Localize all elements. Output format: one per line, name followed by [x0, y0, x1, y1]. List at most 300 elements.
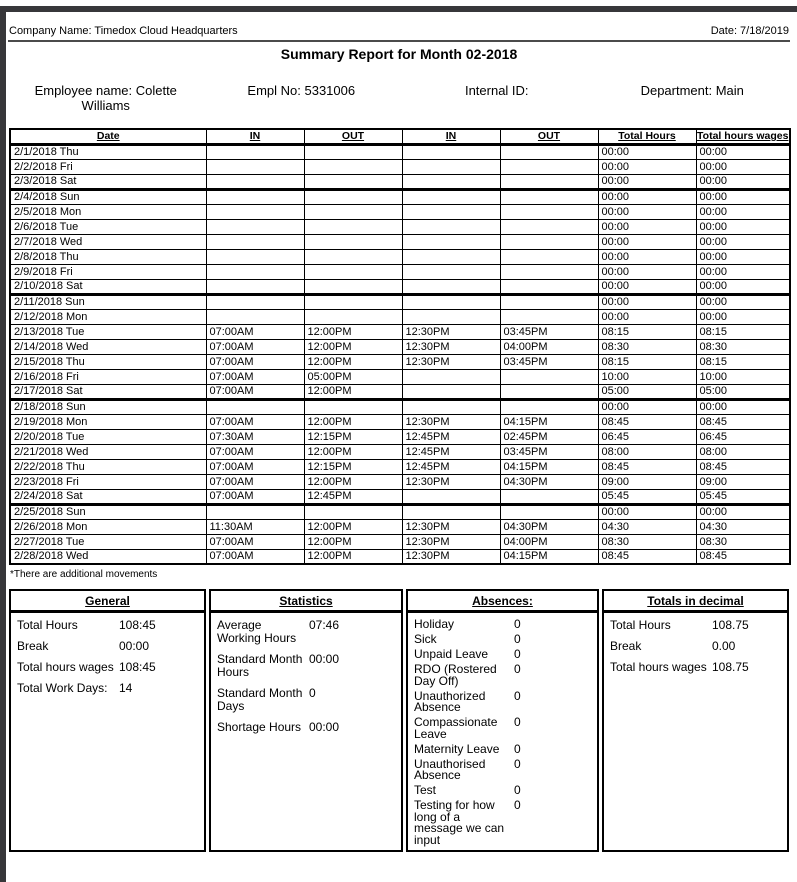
- panel-absences: [406, 589, 599, 852]
- date-cell: 2/4/2018 Sun: [10, 189, 206, 204]
- panel-row-value: 0: [514, 688, 521, 703]
- panel-row-label: Unpaid Leave: [414, 647, 489, 661]
- panel-row-value: 0: [514, 756, 521, 771]
- time-cell: 09:00: [696, 474, 790, 489]
- viewer-frame-top: [0, 6, 797, 12]
- panel-row-value: 0: [514, 617, 521, 631]
- time-cell: 12:30PM: [402, 414, 500, 429]
- time-cell: 12:30PM: [402, 324, 500, 339]
- time-cell: 12:30PM: [402, 474, 500, 489]
- table-row: [10, 489, 790, 504]
- time-cell: 08:45: [598, 414, 696, 429]
- panel-row-label: Test: [414, 783, 437, 797]
- time-cell: [206, 219, 304, 234]
- time-cell: [402, 504, 500, 519]
- time-cell: [500, 249, 598, 264]
- time-cell: 07:00AM: [206, 444, 304, 459]
- time-cell: [304, 264, 402, 279]
- panel-row: [414, 800, 594, 846]
- time-cell: 00:00: [598, 399, 696, 414]
- panel-row: [610, 619, 784, 632]
- time-cell: 08:30: [696, 534, 790, 549]
- date-cell: 2/12/2018 Mon: [10, 309, 206, 324]
- time-cell: 12:00PM: [304, 414, 402, 429]
- employee-name-label: Employee name: Colette Williams: [34, 83, 177, 113]
- employee-name-cell: [8, 83, 204, 113]
- time-cell: 05:00: [598, 384, 696, 399]
- time-cell: 03:45PM: [500, 324, 598, 339]
- table-row: [10, 399, 790, 414]
- panel-row: [414, 649, 594, 661]
- time-cell: [500, 204, 598, 219]
- panel-row: [17, 640, 201, 653]
- time-cell: 00:00: [598, 234, 696, 249]
- table-row: [10, 339, 790, 354]
- time-cell: [206, 204, 304, 219]
- time-cell: [500, 174, 598, 189]
- date-cell: 2/25/2018 Sun: [10, 504, 206, 519]
- time-cell: [500, 294, 598, 309]
- table-row: [10, 294, 790, 309]
- timesheet-body: [10, 144, 790, 564]
- time-cell: 12:30PM: [402, 549, 500, 564]
- table-footnote: *There are additional movements: [10, 569, 158, 580]
- report-date-label: Date: 7/18/2019: [710, 25, 789, 37]
- time-cell: 00:00: [696, 219, 790, 234]
- table-row: [10, 309, 790, 324]
- panel-row-value: 00:00: [309, 652, 340, 666]
- time-cell: [402, 189, 500, 204]
- report-page: [6, 6, 797, 852]
- time-cell: 08:45: [598, 549, 696, 564]
- date-cell: 2/21/2018 Wed: [10, 444, 206, 459]
- time-cell: 12:45PM: [304, 489, 402, 504]
- time-cell: 12:15PM: [304, 429, 402, 444]
- panel-row-value: 07:46: [309, 618, 340, 632]
- panel-row-label: Sick: [414, 632, 437, 646]
- panel-row: [414, 741, 594, 756]
- panel-row-value: 0: [514, 662, 521, 676]
- panel-totals-decimal: [602, 589, 789, 852]
- time-cell: [500, 384, 598, 399]
- panel-row-label: Break: [17, 639, 49, 653]
- panel-row-label: Total hours wages: [17, 660, 114, 674]
- time-cell: 12:00PM: [304, 534, 402, 549]
- panel-row-label: Maternity Leave: [414, 741, 500, 756]
- column-header-0: Date: [10, 129, 206, 144]
- time-cell: 00:00: [598, 174, 696, 189]
- time-cell: 05:45: [598, 489, 696, 504]
- time-cell: [304, 144, 402, 159]
- time-cell: [206, 159, 304, 174]
- panel-row: [414, 619, 594, 631]
- time-cell: 08:45: [598, 459, 696, 474]
- panel-row-value: 108.75: [712, 660, 749, 674]
- date-cell: 2/10/2018 Sat: [10, 279, 206, 294]
- panel-row-label: Total Work Days:: [17, 681, 108, 695]
- panel-body: [604, 613, 787, 674]
- date-cell: 2/19/2018 Mon: [10, 414, 206, 429]
- time-cell: 08:00: [598, 444, 696, 459]
- time-cell: 12:00PM: [304, 519, 402, 534]
- time-cell: 11:30AM: [206, 519, 304, 534]
- time-cell: 12:45PM: [402, 459, 500, 474]
- panel-row-value: 00:00: [119, 639, 150, 653]
- date-cell: 2/23/2018 Fri: [10, 474, 206, 489]
- time-cell: 12:30PM: [402, 534, 500, 549]
- time-cell: [500, 504, 598, 519]
- panel-row-value: 0: [514, 632, 521, 646]
- time-cell: [500, 264, 598, 279]
- time-cell: 05:45: [696, 489, 790, 504]
- employee-number-label: Empl No: 5331006: [247, 83, 356, 98]
- table-row: [10, 279, 790, 294]
- summary-panels: [9, 589, 789, 852]
- time-cell: 00:00: [696, 264, 790, 279]
- time-cell: [206, 189, 304, 204]
- time-cell: 00:00: [696, 294, 790, 309]
- time-cell: [304, 399, 402, 414]
- time-cell: 00:00: [598, 204, 696, 219]
- time-cell: 12:00PM: [304, 474, 402, 489]
- time-cell: 00:00: [598, 504, 696, 519]
- time-cell: 00:00: [598, 279, 696, 294]
- time-cell: 00:00: [598, 144, 696, 159]
- panel-title-statistics: Statistics: [211, 591, 401, 613]
- table-row: [10, 174, 790, 189]
- date-cell: 2/20/2018 Tue: [10, 429, 206, 444]
- table-row: [10, 189, 790, 204]
- table-row: [10, 234, 790, 249]
- time-cell: [500, 279, 598, 294]
- date-cell: 2/27/2018 Tue: [10, 534, 206, 549]
- time-cell: 10:00: [696, 369, 790, 384]
- time-cell: 10:00: [598, 369, 696, 384]
- table-row: [10, 459, 790, 474]
- time-cell: 07:00AM: [206, 474, 304, 489]
- time-cell: [206, 309, 304, 324]
- panel-row-value: 0: [514, 741, 521, 756]
- time-cell: [304, 189, 402, 204]
- time-cell: 12:00PM: [304, 444, 402, 459]
- panel-row-value: 0.00: [712, 639, 736, 653]
- time-cell: 00:00: [696, 249, 790, 264]
- date-cell: 2/7/2018 Wed: [10, 234, 206, 249]
- time-cell: [500, 399, 598, 414]
- time-cell: 00:00: [696, 144, 790, 159]
- time-cell: 09:00: [598, 474, 696, 489]
- employee-number-cell: [204, 83, 400, 113]
- panel-row-label: Total Hours: [610, 618, 671, 632]
- time-cell: 02:45PM: [500, 429, 598, 444]
- time-cell: [500, 369, 598, 384]
- time-cell: 00:00: [598, 309, 696, 324]
- column-header-1: IN: [206, 129, 304, 144]
- time-cell: 00:00: [696, 309, 790, 324]
- time-cell: [304, 234, 402, 249]
- time-cell: 07:00AM: [206, 324, 304, 339]
- panel-row-value: 108:45: [119, 660, 156, 674]
- time-cell: [304, 279, 402, 294]
- time-cell: [402, 234, 500, 249]
- department-label: Department: Main: [640, 83, 744, 98]
- panel-row: [17, 619, 201, 632]
- panel-row-label: Standard Month Hours: [217, 652, 303, 679]
- table-row: [10, 549, 790, 564]
- time-cell: 12:45PM: [402, 429, 500, 444]
- date-cell: 2/18/2018 Sun: [10, 399, 206, 414]
- time-cell: 07:00AM: [206, 489, 304, 504]
- time-cell: 05:00PM: [304, 369, 402, 384]
- department-cell: [595, 83, 791, 113]
- time-cell: [402, 279, 500, 294]
- time-cell: 03:45PM: [500, 444, 598, 459]
- time-cell: 12:00PM: [304, 354, 402, 369]
- time-cell: 08:30: [598, 339, 696, 354]
- time-cell: 00:00: [598, 159, 696, 174]
- table-row: [10, 159, 790, 174]
- date-cell: 2/26/2018 Mon: [10, 519, 206, 534]
- internal-id-label: Internal ID:: [464, 83, 529, 98]
- time-cell: [206, 279, 304, 294]
- time-cell: [402, 204, 500, 219]
- time-cell: 12:00PM: [304, 549, 402, 564]
- company-name-label: Company Name: Timedox Cloud Headquarters: [9, 25, 238, 37]
- table-row: [10, 534, 790, 549]
- date-cell: 2/15/2018 Thu: [10, 354, 206, 369]
- table-row: [10, 444, 790, 459]
- panel-row-value: 14: [119, 681, 133, 695]
- time-cell: 00:00: [696, 159, 790, 174]
- time-cell: [304, 174, 402, 189]
- table-row: [10, 504, 790, 519]
- date-cell: 2/22/2018 Thu: [10, 459, 206, 474]
- employee-info-row: [8, 83, 790, 113]
- date-cell: 2/17/2018 Sat: [10, 384, 206, 399]
- panel-row: [217, 721, 398, 734]
- time-cell: 12:00PM: [304, 339, 402, 354]
- panel-row: [414, 717, 594, 740]
- panel-row: [414, 785, 594, 797]
- panel-row-label: Total hours wages: [610, 660, 707, 674]
- panel-title-general: General: [11, 591, 204, 613]
- panel-row: [217, 653, 398, 679]
- time-cell: 03:45PM: [500, 354, 598, 369]
- panel-title-absences: Absences:: [408, 591, 597, 613]
- time-cell: 00:00: [598, 189, 696, 204]
- time-cell: 08:30: [598, 534, 696, 549]
- time-cell: 12:30PM: [402, 519, 500, 534]
- time-cell: 08:45: [696, 414, 790, 429]
- panel-row: [610, 661, 784, 674]
- time-cell: 12:00PM: [304, 324, 402, 339]
- viewer-frame-left: [0, 6, 6, 882]
- date-cell: 2/24/2018 Sat: [10, 489, 206, 504]
- time-cell: [402, 369, 500, 384]
- time-cell: 04:00PM: [500, 534, 598, 549]
- panel-row-value: 108:45: [119, 618, 156, 632]
- time-cell: [304, 219, 402, 234]
- column-header-4: OUT: [500, 129, 598, 144]
- table-row: [10, 144, 790, 159]
- time-cell: 12:30PM: [402, 339, 500, 354]
- table-row: [10, 519, 790, 534]
- time-cell: 00:00: [696, 279, 790, 294]
- column-header-2: OUT: [304, 129, 402, 144]
- time-cell: 00:00: [696, 189, 790, 204]
- time-cell: 08:45: [696, 549, 790, 564]
- time-cell: 00:00: [598, 264, 696, 279]
- table-row: [10, 264, 790, 279]
- time-cell: 07:00AM: [206, 384, 304, 399]
- panel-row: [414, 756, 594, 782]
- panel-row: [414, 688, 594, 714]
- internal-id-cell: [399, 83, 595, 113]
- time-cell: [500, 144, 598, 159]
- time-cell: 00:00: [696, 504, 790, 519]
- time-cell: 08:15: [598, 354, 696, 369]
- panel-row-label: RDO (Rostered Day Off): [414, 662, 497, 688]
- time-cell: [500, 489, 598, 504]
- time-cell: [402, 294, 500, 309]
- date-cell: 2/28/2018 Wed: [10, 549, 206, 564]
- panel-statistics: [209, 589, 403, 852]
- time-cell: [402, 174, 500, 189]
- time-cell: [402, 399, 500, 414]
- table-row: [10, 474, 790, 489]
- time-cell: 00:00: [696, 204, 790, 219]
- time-cell: 07:00AM: [206, 414, 304, 429]
- page-title: Summary Report for Month 02-2018: [280, 46, 518, 62]
- time-cell: [304, 309, 402, 324]
- time-cell: 07:00AM: [206, 459, 304, 474]
- panel-row-value: 0: [514, 715, 521, 729]
- panel-row-label: Standard Month Days: [217, 686, 303, 713]
- date-cell: 2/8/2018 Thu: [10, 249, 206, 264]
- time-cell: [304, 504, 402, 519]
- panel-row: [414, 634, 594, 646]
- table-header-row: [10, 129, 790, 144]
- date-cell: 2/2/2018 Fri: [10, 159, 206, 174]
- time-cell: 08:45: [696, 459, 790, 474]
- time-cell: 07:00AM: [206, 354, 304, 369]
- panel-row: [17, 661, 201, 674]
- time-cell: 12:45PM: [402, 444, 500, 459]
- panel-row-value: 108.75: [712, 618, 749, 632]
- time-cell: 00:00: [696, 174, 790, 189]
- panel-row-value: 0: [309, 686, 316, 700]
- time-cell: [206, 234, 304, 249]
- time-cell: [500, 234, 598, 249]
- panel-row: [217, 619, 398, 645]
- table-row: [10, 204, 790, 219]
- panel-row-value: 0: [514, 647, 521, 661]
- timesheet-table: [9, 128, 791, 565]
- panel-row: [414, 664, 594, 687]
- time-cell: 00:00: [696, 234, 790, 249]
- time-cell: [402, 159, 500, 174]
- panel-body: [408, 613, 597, 846]
- time-cell: 00:00: [598, 294, 696, 309]
- time-cell: [304, 204, 402, 219]
- time-cell: 07:00AM: [206, 339, 304, 354]
- panel-row-label: Compassionate Leave: [414, 715, 498, 741]
- time-cell: 00:00: [598, 249, 696, 264]
- time-cell: [206, 504, 304, 519]
- table-row: [10, 324, 790, 339]
- time-cell: 06:45: [696, 429, 790, 444]
- time-cell: 04:15PM: [500, 459, 598, 474]
- date-cell: 2/13/2018 Tue: [10, 324, 206, 339]
- time-cell: 06:45: [598, 429, 696, 444]
- time-cell: [206, 249, 304, 264]
- time-cell: [500, 219, 598, 234]
- time-cell: 05:00: [696, 384, 790, 399]
- table-row: [10, 219, 790, 234]
- time-cell: 08:30: [696, 339, 790, 354]
- panel-row-value: 0: [514, 783, 521, 797]
- time-cell: 12:30PM: [402, 354, 500, 369]
- table-row: [10, 414, 790, 429]
- time-cell: [304, 294, 402, 309]
- time-cell: [402, 144, 500, 159]
- time-cell: [206, 174, 304, 189]
- date-cell: 2/5/2018 Mon: [10, 204, 206, 219]
- panel-row-label: Holiday: [414, 617, 455, 631]
- time-cell: 08:15: [696, 354, 790, 369]
- column-header-6: Total hours wages: [697, 130, 789, 143]
- time-cell: [500, 309, 598, 324]
- panel-body: [211, 613, 401, 734]
- panel-row-label: Unauthorised Absence: [414, 756, 486, 782]
- panel-row-label: Unauthorized Absence: [414, 688, 486, 714]
- table-row: [10, 384, 790, 399]
- time-cell: [304, 159, 402, 174]
- time-cell: [206, 144, 304, 159]
- panel-row-label: Testing for how long of a message we can input: [414, 798, 505, 847]
- panel-row-value: 0: [514, 798, 521, 812]
- date-cell: 2/16/2018 Fri: [10, 369, 206, 384]
- time-cell: 07:00AM: [206, 369, 304, 384]
- time-cell: [402, 219, 500, 234]
- time-cell: 07:30AM: [206, 429, 304, 444]
- panel-row-label: Average Working Hours: [217, 618, 297, 645]
- column-header-3: IN: [402, 129, 500, 144]
- panel-row-label: Total Hours: [17, 618, 78, 632]
- time-cell: 04:15PM: [500, 549, 598, 564]
- table-row: [10, 354, 790, 369]
- column-header-5: Total Hours: [598, 129, 696, 144]
- time-cell: [500, 189, 598, 204]
- time-cell: 08:15: [696, 324, 790, 339]
- panel-body: [11, 613, 204, 695]
- table-row: [10, 369, 790, 384]
- time-cell: 12:00PM: [304, 384, 402, 399]
- time-cell: 04:30: [696, 519, 790, 534]
- time-cell: 08:00: [696, 444, 790, 459]
- time-cell: 07:00AM: [206, 549, 304, 564]
- table-row: [10, 429, 790, 444]
- date-cell: 2/3/2018 Sat: [10, 174, 206, 189]
- date-cell: 2/1/2018 Thu: [10, 144, 206, 159]
- table-row: [10, 249, 790, 264]
- time-cell: [402, 384, 500, 399]
- time-cell: 00:00: [598, 219, 696, 234]
- date-cell: 2/11/2018 Sun: [10, 294, 206, 309]
- time-cell: 08:15: [598, 324, 696, 339]
- panel-row-label: Break: [610, 639, 642, 653]
- time-cell: 04:30: [598, 519, 696, 534]
